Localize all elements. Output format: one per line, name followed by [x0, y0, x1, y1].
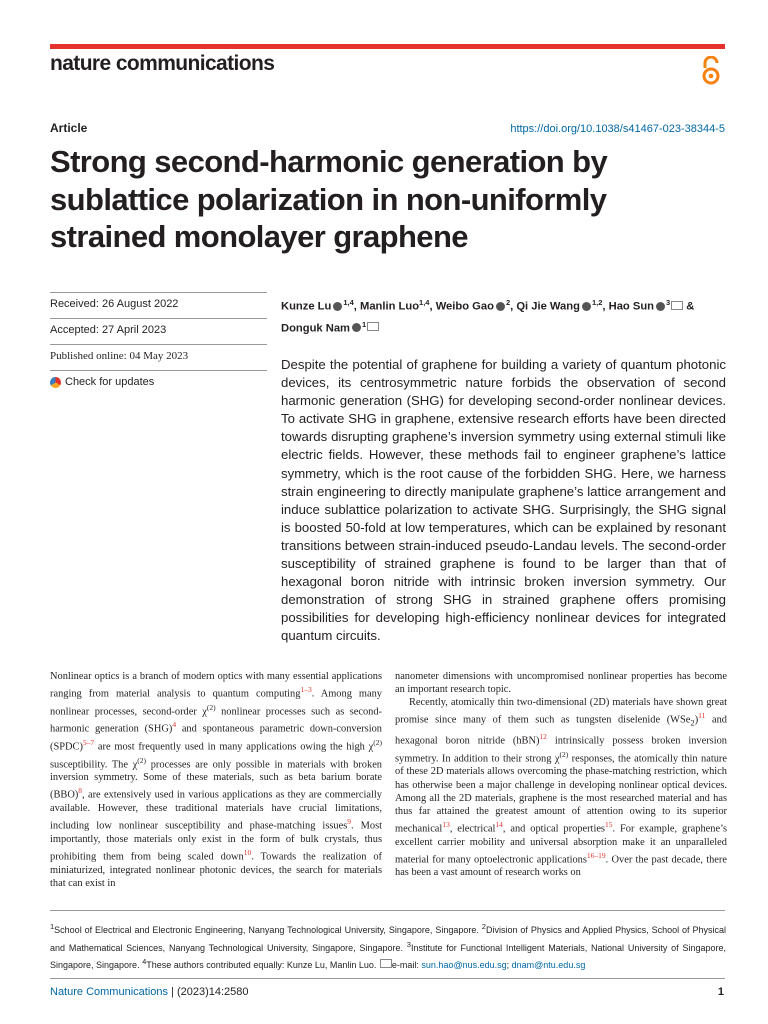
author-name[interactable]: Hao Sun	[608, 300, 654, 313]
author-name[interactable]: Weibo Gao	[435, 300, 494, 313]
author-name[interactable]: Qi Jie Wang	[516, 300, 580, 313]
body-column-left	[50, 670, 382, 890]
affiliations-footnote: $^1$School of Electrical and Electronic Engineering, Nanyang Technological University, Singapore, Singapore. $^2$Division of Physics and Applied Physics, School of Physical and Mathematical Sciences, Nanyang Technological University, Singapore, Singapore. $^3$Institute for Functional Intelligent Materials, National University of Singapore, Singapore, Singapore. $^4$These authors contributed equally: Kunze Lu, Manlin Luo. e-mail: sun.hao@nus.edu.sg; dnam@ntu.edu.sg	[50, 922, 726, 971]
citation-link[interactable]: 16–19	[586, 850, 606, 860]
citation-link[interactable]: 10	[243, 848, 252, 857]
author-affiliation: 1,2	[591, 298, 603, 307]
email-icon	[380, 959, 392, 968]
citation-link[interactable]: 12	[539, 732, 547, 742]
article-type-label: Article	[50, 121, 88, 135]
email-link[interactable]: sun.hao@nus.edu.sg	[421, 960, 507, 971]
footer-divider	[50, 978, 725, 979]
article-dates	[50, 292, 267, 396]
author-affiliation: 2	[505, 298, 511, 307]
author-affiliation: 1,4	[419, 298, 430, 307]
author-list: Kunze Lu $^{1,4}$, Manlin Luo$^{1,4}$, Weibo Gao $^2$, Qi Jie Wang $^{1,2}$, Hao Sun $^3$ & Donguk Nam $^1$	[281, 298, 695, 335]
citation-link[interactable]: 11	[698, 711, 706, 721]
article-title: Strong second-harmonic generation by sublattice polarization in non-uniformly strained monolayer graphene	[50, 144, 608, 254]
orcid-icon[interactable]	[496, 302, 505, 311]
received-date: Received: 26 August 2022	[50, 292, 267, 318]
header-accent-bar	[50, 44, 725, 49]
orcid-icon[interactable]	[352, 323, 361, 332]
citation-link[interactable]: 9	[347, 817, 352, 827]
author-name[interactable]: Kunze Lu	[281, 300, 332, 313]
author-name[interactable]: Manlin Luo	[360, 300, 420, 313]
citation-link[interactable]: 4	[172, 720, 177, 730]
citation-link[interactable]: 5–7	[82, 738, 95, 748]
citation-link[interactable]: 13	[442, 820, 450, 830]
check-for-updates-button[interactable]	[50, 370, 267, 396]
accepted-date: Accepted: 27 April 2023	[50, 318, 267, 344]
body-paragraph: Nonlinear optics is a branch of modern optics with many essential applications ranging from material analysis to quantum computing$^{1-3}$. Among many nonlinear processes, second-order $\chi^{(2)}$ nonlinear processes such as second-harmonic generation (SHG)$^4$ and spontaneous parametric down-conversion (SPDC)$^{5-7}$ are most frequently used in many applications owing the high $\chi^{(2)}$ susceptibility. The $\chi^{(2)}$ processes are only possible in materials with broken inversion symmetry. Some of these materials, such as beta barium borate (BBO)$^8$, are extensively used in various applications as they are commercially available. However, these traditional materials have crucial limitations, including low nonlinear susceptibility and phase-matching issues$^9$. Most importantly, those materials only exist in the form of bulk crystals, thus prohibiting them from being scaled down$^{10}$. Towards the realization of miniaturized, integrated nonlinear photonic devices, the search for materials that can exist in	[50, 671, 383, 889]
author-separator: &	[686, 300, 695, 313]
check-updates-label: Check for updates	[65, 376, 155, 388]
footer-citation: Nature Communications | (2023)14:2580	[50, 986, 249, 998]
email-link[interactable]: dnam@ntu.edu.sg	[511, 960, 586, 971]
citation-link[interactable]: 15	[604, 820, 613, 830]
check-updates-icon	[50, 377, 61, 388]
author-name[interactable]: Donguk Nam	[281, 322, 350, 335]
journal-name[interactable]: nature communications	[50, 52, 275, 75]
open-access-icon	[700, 56, 722, 86]
orcid-icon[interactable]	[656, 302, 665, 311]
email-icon[interactable]	[367, 322, 379, 331]
published-date: Published online: 04 May 2023	[50, 344, 267, 370]
author-affiliation: 3	[665, 298, 671, 307]
citation-link[interactable]: 8	[78, 786, 83, 796]
body-paragraph: nanometer dimensions with uncompromised nonlinear properties has become an important research topic.	[395, 671, 727, 696]
citation-link[interactable]: 1–3	[300, 685, 312, 695]
author-affiliation: 1	[362, 319, 367, 329]
footer-journal-link[interactable]: Nature Communications	[50, 986, 168, 998]
body-column-right	[395, 670, 727, 880]
body-paragraph: Recently, atomically thin two-dimensional (2D) materials have shown great promise since many of them such as tungsten diselenide (WSe$_2$)$^{11}$ and hexagonal boron nitride (hBN)$^{12}$ intrinsically possess broken inversion symmetry. In addition to their strong $\chi^{(2)}$ responses, the atomically thin nature of these 2D materials allows overcoming the phase-matching restriction, which has otherwise been a major challenge in developing nonlinear optical devices. Among all the 2D materials, graphene is the most researched material and has thus far attained the greatest amount of attention owing to its superior mechanical$^{13}$, electrical$^{14}$, and optical properties$^{15}$. For example, graphene’s excellent carrier mobility and universal absorption make it an unparalleled material for many optoelectronic applications$^{16-19}$. Over the past decade, there has been a vast amount of research works on	[395, 697, 728, 879]
email-icon[interactable]	[671, 301, 683, 310]
orcid-icon[interactable]	[582, 302, 591, 311]
page-number: 1	[717, 986, 724, 998]
orcid-icon[interactable]	[333, 302, 342, 311]
abstract: Despite the potential of graphene for building a variety of quantum photonic devices, its centrosymmetric nature forbids the observation of second harmonic generation (SHG) for developing second-order nonlinear devices. To activate SHG in graphene, extensive research efforts have been directed towards disrupting graphene’s inversion symmetry using external stimuli like electric fields. However, these methods fail to engineer graphene’s lattice symmetry, which is the root cause of the forbidden SHG. Here, we harness strain engineering to directly manipulate graphene’s lattice arrangement and induce sublattice polarization to activate SHG. Surprisingly, the SHG signal is boosted 50-fold at low temperatures, which can be explained by resonant transitions between strain-induced pseudo-Landau levels. The second-order susceptibility of strained graphene is found to be larger than that of hexagonal boron nitride with intrinsic broken inversion symmetry. Our demonstration of strong SHG in strained graphene offers promising possibilities for developing high-efficiency nonlinear devices for integrated quantum circuits.	[281, 357, 726, 644]
citation-link[interactable]: 14	[495, 820, 503, 830]
doi-link[interactable]: https://doi.org/10.1038/s41467-023-38344-5	[510, 123, 725, 135]
footnote-divider	[50, 910, 725, 911]
author-affiliation: 1,4	[343, 298, 354, 307]
